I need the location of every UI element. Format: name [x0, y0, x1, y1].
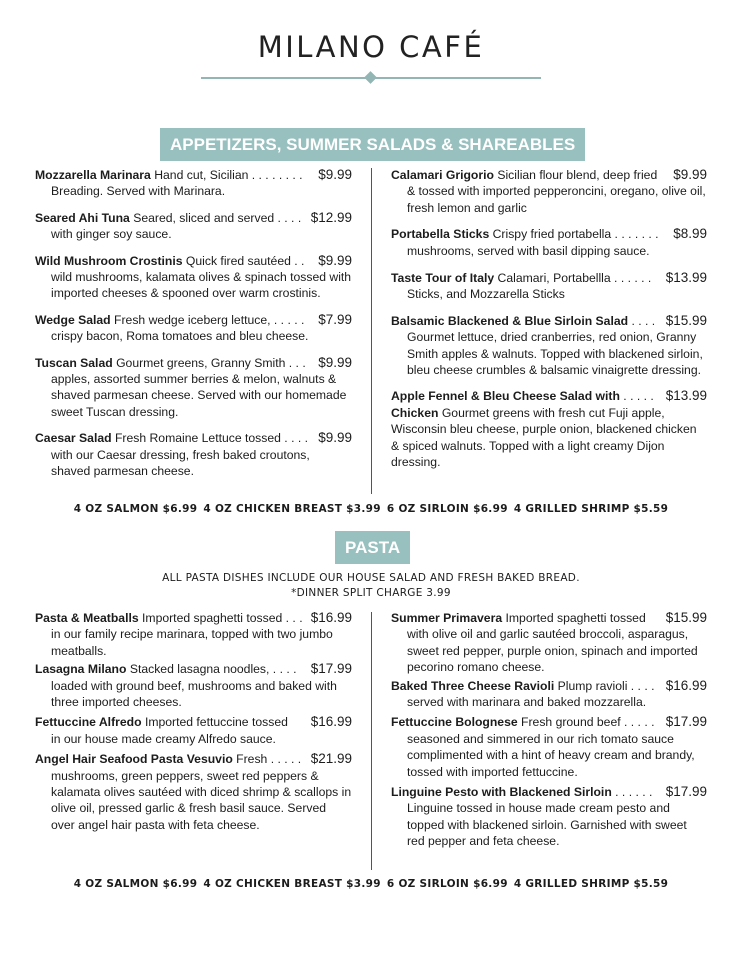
menu-item [35, 167, 352, 200]
menu-item-name: Angel Hair Seafood Pasta Vesuvio [35, 752, 233, 767]
menu-item-line [35, 312, 314, 328]
pasta-left-column [35, 610, 352, 833]
menu-item-price: $21.99 [310, 751, 352, 767]
menu-item [35, 714, 352, 747]
menu-item-header [391, 678, 707, 694]
menu-item-price: $13.99 [665, 388, 707, 404]
menu-item [391, 714, 707, 780]
pasta-column-divider [371, 612, 372, 870]
menu-item-line [391, 270, 662, 286]
appetizers-left-column [35, 167, 352, 480]
addon-price: 4 OZ SALMON $6.99 [73, 503, 198, 515]
menu-item-description: Linguine tossed in house made cream pesto and topped with blackened sirloin. Garnished with sweet red pepper and feta cheese. [407, 801, 687, 849]
menu-item-price: $15.99 [665, 610, 707, 625]
title-diamond-ornament [364, 71, 377, 84]
menu-item-name-continued: Chicken [391, 405, 439, 420]
menu-item-line [391, 714, 662, 730]
menu-item-name: Summer Primavera [391, 611, 503, 625]
menu-item [35, 751, 352, 833]
menu-item [391, 678, 707, 711]
menu-item-name: Taste Tour of Italy [391, 271, 495, 286]
menu-item-header [35, 210, 352, 226]
menu-item-header [35, 661, 352, 677]
menu-item-price: $17.99 [665, 784, 707, 800]
menu-item-price: $13.99 [665, 270, 707, 286]
menu-item-description: in our family recipe marinara, topped with two jumbo meatballs. [51, 627, 333, 658]
pasta-addons [0, 878, 742, 890]
menu-item-leader: Sicilian flour blend, deep fried [497, 168, 658, 182]
menu-item-name: Wedge Salad [35, 312, 111, 327]
menu-item-description: loaded with ground beef, mushrooms and baked with three imported cheeses. [51, 678, 337, 710]
menu-item-price: $8.99 [673, 226, 707, 242]
menu-item [391, 313, 707, 379]
menu-item-leader: Hand cut, Sicilian . . . . . . . . [154, 168, 303, 182]
menu-item [35, 312, 352, 345]
menu-item-header [391, 167, 707, 183]
menu-item-description: served with marinara and baked mozzarella. [407, 695, 647, 710]
menu-item-header [35, 253, 352, 269]
menu-item-price: $12.99 [310, 209, 352, 225]
section-heading-appetizers: APPETIZERS, SUMMER SALADS & SHAREABLES [160, 128, 585, 161]
menu-item-name: Portabella Sticks [391, 227, 490, 242]
menu-item-leader: Fresh . . . . . [236, 752, 302, 767]
menu-item-description: Gourmet greens with fresh cut Fuji apple, Wisconsin bleu cheese, purple onion, blackened chicken & spiced walnuts. Topped with a light creamy Dijon dressing. [391, 405, 697, 470]
menu-item-description: Breading. Served with Marinara. [51, 184, 226, 199]
menu-item-line [391, 388, 662, 404]
menu-item-line [35, 751, 307, 767]
menu-item-leader: Imported spaghetti tossed [505, 611, 646, 625]
menu-item-header [391, 226, 707, 242]
addon-price: 4 OZ CHICKEN BREAST $3.99 [203, 503, 381, 515]
addon-price: 4 GRILLED SHRIMP $5.59 [513, 503, 669, 515]
menu-item-leader: Stacked lasagna noodles, . . . . [129, 662, 297, 677]
menu-item-description: Sticks, and Mozzarella Sticks [407, 287, 565, 302]
menu-item [35, 253, 352, 302]
menu-item-price: $16.99 [310, 610, 352, 625]
menu-item-name: Tuscan Salad [35, 355, 113, 370]
menu-item-line [35, 253, 314, 269]
menu-item-header [35, 355, 352, 371]
menu-item-name: Pasta & Meatballs [35, 611, 139, 625]
menu-item-header [391, 784, 707, 800]
menu-item-line [35, 661, 307, 677]
menu-item-header [35, 714, 352, 730]
menu-item-name: Fettuccine Alfredo [35, 715, 142, 730]
menu-item-description-line [391, 405, 707, 471]
menu-item-name: Calamari Grigorio [391, 168, 494, 182]
menu-item-line [391, 610, 662, 626]
menu-item-line [35, 210, 307, 226]
menu-item-line [391, 678, 662, 694]
menu-item-header [391, 270, 707, 286]
menu-item-leader: Crispy fried portabella . . . . . . . [492, 227, 659, 242]
menu-item-line [391, 784, 662, 800]
menu-item-name: Linguine Pesto with Blackened Sirloin [391, 785, 612, 800]
menu-item-description: in our house made creamy Alfredo sauce. [51, 731, 276, 746]
menu-item-name: Caesar Salad [35, 431, 112, 446]
menu-item-description: mushrooms, served with basil dipping sauce. [407, 243, 650, 258]
addon-price: 6 OZ SIRLOIN $6.99 [386, 503, 508, 515]
menu-item-line [391, 313, 662, 329]
menu-item-price: $9.99 [673, 167, 707, 182]
menu-item-line [391, 226, 669, 242]
menu-item-description: with our Caesar dressing, fresh baked croutons, shaved parmesan cheese. [51, 447, 310, 479]
menu-item-header [35, 430, 352, 446]
menu-item-name: Baked Three Cheese Ravioli [391, 678, 555, 693]
menu-item-line [391, 167, 669, 183]
menu-item-name: Lasagna Milano [35, 662, 127, 677]
appetizers-column-divider [371, 168, 372, 494]
menu-item-leader: Calamari, Portabellla . . . . . . [497, 271, 652, 286]
addon-price: 4 OZ SALMON $6.99 [73, 878, 198, 890]
menu-item-line [35, 167, 314, 183]
menu-item [391, 226, 707, 259]
menu-item-leader: Quick fired sautéed . . [185, 253, 305, 268]
menu-item-name: Mozzarella Marinara [35, 168, 151, 182]
menu-item-price: $16.99 [310, 714, 352, 730]
menu-item-header [391, 388, 707, 404]
menu-item [391, 167, 707, 216]
addon-price: 4 GRILLED SHRIMP $5.59 [513, 878, 669, 890]
menu-item-leader: . . . . . [623, 389, 654, 404]
menu-item-price: $9.99 [318, 252, 352, 268]
menu-item-header [35, 610, 352, 626]
menu-item [391, 388, 707, 470]
menu-item-line [35, 355, 314, 371]
pasta-note: ALL PASTA DISHES INCLUDE OUR HOUSE SALAD AND FRESH BAKED BREAD. [162, 572, 580, 584]
menu-item-name: Wild Mushroom Crostinis [35, 253, 183, 268]
menu-item-header [35, 167, 352, 183]
menu-item-leader: Fresh Romaine Lettuce tossed . . . . [114, 431, 309, 446]
appetizers-addons [0, 503, 742, 515]
menu-item-line [35, 714, 307, 730]
menu-item-header [391, 313, 707, 329]
pasta-right-column [391, 610, 707, 850]
menu-item-description: wild mushrooms, kalamata olives & spinach tossed with imported cheeses & spooned over warm crostinis. [51, 270, 352, 301]
split-charge-note: *DINNER SPLIT CHARGE 3.99 [291, 587, 451, 599]
menu-item-header [391, 610, 707, 626]
menu-item-name: Balsamic Blackened & Blue Sirloin Salad [391, 313, 629, 328]
menu-item-price: $9.99 [318, 430, 352, 446]
menu-item-price: $9.99 [318, 167, 352, 182]
menu-item-description: Gourmet lettuce, dried cranberries, red onion, Granny Smith apples & walnuts. Topped with blackened sirloin, bleu cheese crumbles & balsamic vinaigrette dressing. [407, 330, 703, 378]
menu-item-price: $16.99 [665, 677, 707, 693]
restaurant-title: MILANO CAFÉ [257, 30, 485, 64]
section-heading-pasta: PASTA [335, 531, 410, 564]
menu-item-line [35, 430, 314, 446]
menu-item-leader: Imported fettuccine tossed [144, 715, 288, 730]
menu-item-leader: Seared, sliced and served . . . . [133, 210, 302, 225]
menu-item-leader: Imported spaghetti tossed . . . [142, 611, 303, 625]
menu-item [35, 430, 352, 479]
menu-item-name: Seared Ahi Tuna [35, 210, 130, 225]
menu-item-price: $7.99 [318, 311, 352, 327]
menu-item-price: $9.99 [318, 354, 352, 370]
addon-price: 6 OZ SIRLOIN $6.99 [386, 878, 508, 890]
menu-item-leader: Fresh ground beef . . . . . [521, 715, 655, 730]
menu-item-description: with olive oil and garlic sautéed broccoli, asparagus, sweet red pepper, purple onion, spinach and imported pecorino romano cheese. [407, 627, 698, 675]
menu-item-header [391, 714, 707, 730]
menu-item [391, 270, 707, 303]
menu-item-leader: . . . . [631, 313, 656, 328]
menu-item [35, 210, 352, 243]
menu-item-price: $15.99 [665, 312, 707, 328]
menu-item [35, 610, 352, 659]
menu-item-name: Fettuccine Bolognese [391, 715, 518, 730]
addon-price: 4 OZ CHICKEN BREAST $3.99 [203, 878, 381, 890]
menu-item-description: apples, assorted summer berries & melon, walnuts & shaved parmesan cheese. Served with our homemade sweet Tuscan dressing. [51, 372, 347, 419]
menu-item [391, 784, 707, 850]
menu-item-header [35, 751, 352, 767]
menu-item-name: Apple Fennel & Bleu Cheese Salad with [391, 389, 620, 404]
menu-item-header [35, 312, 352, 328]
menu-item-price: $17.99 [310, 661, 352, 677]
menu-item-description: seasoned and simmered in our rich tomato sauce complimented with a hint of heavy cream and brandy, tossed with imported fettuccine. [407, 731, 695, 779]
appetizers-right-column [391, 167, 707, 471]
menu-item-line [35, 610, 307, 626]
menu-item-description: with ginger soy sauce. [51, 227, 172, 242]
menu-item-leader: Gourmet greens, Granny Smith . . . [116, 355, 306, 370]
menu-item-price: $17.99 [665, 714, 707, 730]
menu-item [35, 661, 352, 710]
menu-item [35, 355, 352, 421]
menu-item-description: mushrooms, green peppers, sweet red peppers & kalamata olives sautéed with diced shrimp & scallops in olive oil, pressed garlic & fresh basil sauce. Served over angel hair pasta with feta cheese. [51, 768, 352, 832]
menu-item-description: & tossed with imported pepperoncini, oregano, olive oil, fresh lemon and garlic [407, 184, 706, 215]
menu-item [391, 610, 707, 676]
menu-item-leader: Fresh wedge iceberg lettuce, . . . . . [114, 312, 305, 327]
menu-item-description: crispy bacon, Roma tomatoes and bleu cheese. [51, 329, 309, 344]
menu-item-leader: . . . . . . [615, 785, 653, 800]
menu-item-leader: Plump ravioli . . . . [557, 678, 655, 693]
